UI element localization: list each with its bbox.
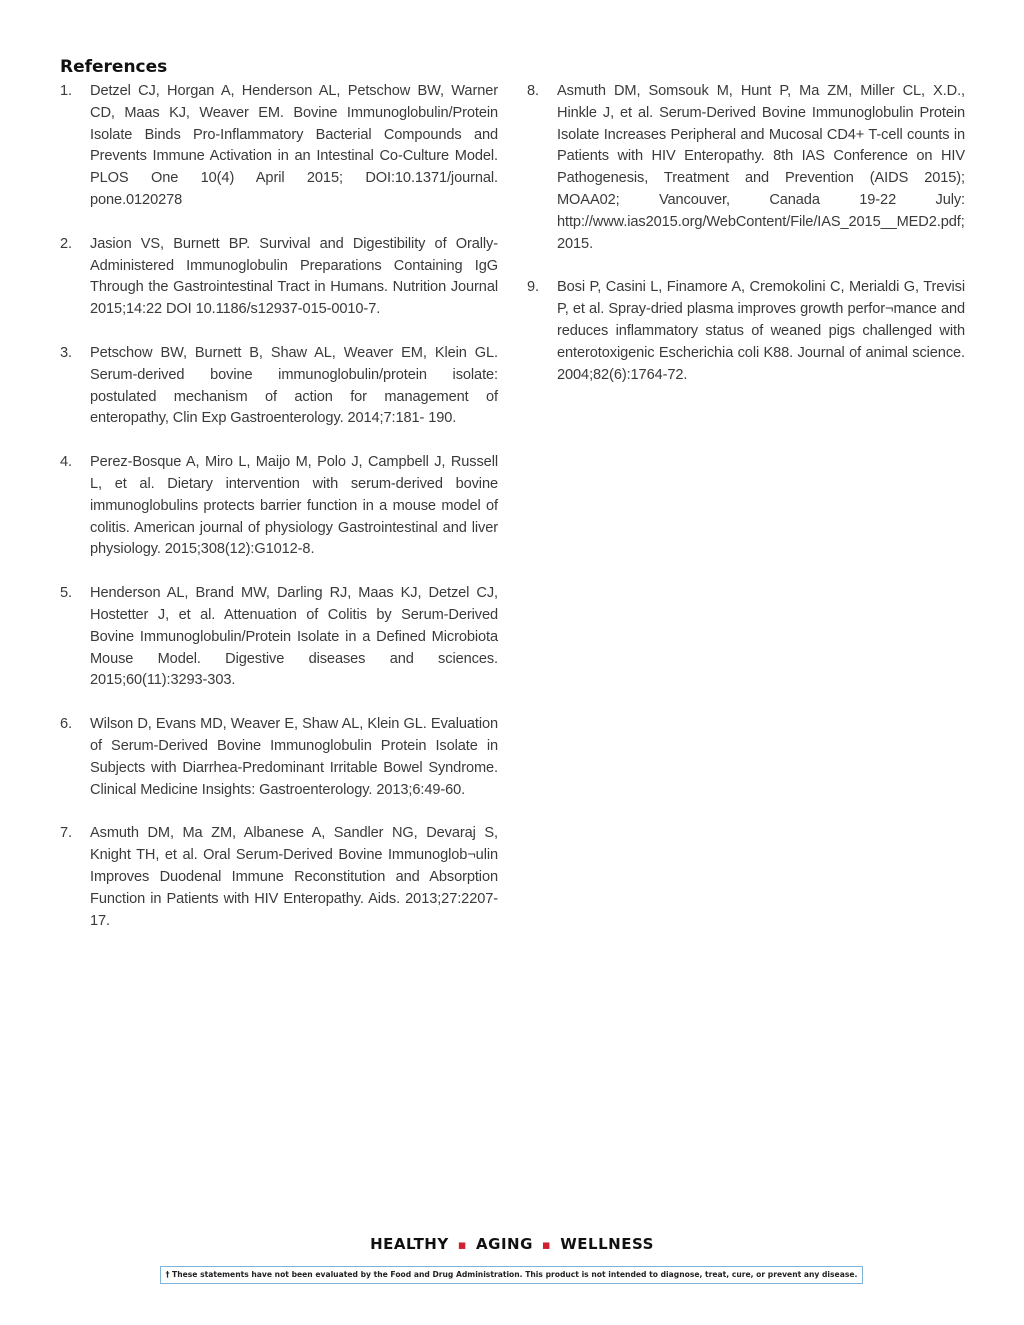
reference-text: Bosi P, Casini L, Finamore A, Cremokolini C, Merialdi G, Trevisi P, et al. Spray-dried plasma improves growth perfor¬mance and reduces inflammatory status of weaned pigs challenged with enterotoxigenic Escherichia coli K88. Journal of animal science. 2004;82(6):1764-72. — [557, 279, 965, 383]
reference-number: 8. — [527, 83, 539, 99]
tagline-word-wellness: WELLNESS — [560, 1235, 654, 1253]
references-list-left-column — [60, 81, 498, 954]
reference-item — [60, 452, 498, 561]
reference-text: Asmuth DM, Somsouk M, Hunt P, Ma ZM, Miller CL, X.D., Hinkle J, et al. Serum-Derived Bovine Immunoglobulin Protein Isolate Increases Peripheral and Mucosal CD4+ T-cell counts in Patients with HIV Enteropathy. 8th IAS Conference on HIV Pathogenesis, Treatment and Prevention (AIDS 2015); MOAA02; Vancouver, Canada 19-22 July: http://www.ias2015.org/WebContent/File/IAS_2015__MED2.pdf; 2015. — [557, 83, 965, 252]
fda-disclaimer: † These statements have not been evaluated by the Food and Drug Administration. This product is not intended to diagnose, treat, cure, or prevent any disease. — [160, 1266, 863, 1284]
tagline-separator: ▪ — [457, 1238, 468, 1253]
reference-item — [60, 714, 498, 801]
reference-item — [527, 277, 965, 386]
reference-number: 3. — [60, 344, 72, 361]
reference-number: 6. — [60, 716, 72, 733]
reference-text: Henderson AL, Brand MW, Darling RJ, Maas KJ, Detzel CJ, Hostetter J, et al. Attenuation of Colitis by Serum-Derived Bovine Immunoglobulin/Protein Isolate in a Defined Microbiota Mouse Model. Digestive diseases and sciences. 2015;60(11):3293-303. — [90, 585, 498, 689]
reference-item — [60, 234, 498, 321]
reference-text: Wilson D, Evans MD, Weaver E, Shaw AL, Klein GL. Evaluation of Serum-Derived Bovine Immunoglobulin Protein Isolate in Subjects with Diarrhea-Predominant Irritable Bowel Syndrome. Clinical Medicine Insights: Gastroenterology. 2013;6:49-60. — [90, 716, 498, 798]
reference-text: Asmuth DM, Ma ZM, Albanese A, Sandler NG, Devaraj S, Knight TH, et al. Oral Serum-Derived Bovine Immunoglob¬ulin Improves Duodenal Immune Reconstitution and Absorption Function in Patients with HIV Enteropathy. Aids. 2013;27:2207-17. — [90, 825, 498, 929]
reference-number: 4. — [60, 454, 72, 471]
reference-item — [60, 81, 498, 212]
reference-item — [60, 343, 498, 430]
reference-text: Perez-Bosque A, Miro L, Maijo M, Polo J, Campbell J, Russell L, et al. Dietary intervention with serum-derived bovine immunoglobulins protects barrier function in a mouse model of colitis. American journal of physiology Gastrointestinal and liver physiology. 2015;308(12):G1012-8. — [90, 454, 498, 558]
references-list-right-column — [527, 81, 965, 408]
reference-number: 2. — [60, 235, 72, 252]
tagline-word-aging: AGING — [476, 1235, 533, 1253]
references-heading: References — [60, 57, 168, 77]
reference-number: 1. — [60, 83, 72, 99]
reference-text: Petschow BW, Burnett B, Shaw AL, Weaver EM, Klein GL. Serum-derived bovine immunoglobulin/protein isolate: postulated mechanism of action for management of enteropathy, Clin Exp Gastroenterology. 2014;7:181- 190. — [90, 344, 498, 427]
reference-number: 5. — [60, 585, 72, 602]
reference-number: 7. — [60, 825, 72, 842]
reference-item — [60, 583, 498, 692]
footer-tagline — [0, 1235, 1024, 1253]
tagline-separator: ▪ — [541, 1238, 552, 1253]
reference-item — [527, 81, 965, 255]
reference-number: 9. — [527, 279, 539, 296]
reference-item — [60, 823, 498, 932]
reference-text: Jasion VS, Burnett BP. Survival and Digestibility of Orally-Administered Immunoglobulin Preparations Containing IgG Through the Gastrointestinal Tract in Humans. Nutrition Journal 2015;14:22 DOI 10.1186/s12937-015-0010-7. — [90, 235, 498, 318]
tagline-word-healthy: HEALTHY — [370, 1235, 449, 1253]
reference-text: Detzel CJ, Horgan A, Henderson AL, Petschow BW, Warner CD, Maas KJ, Weaver EM. Bovine Immunoglobulin/Protein Isolate Binds Pro-Inflammatory Bacterial Compounds and Prevents Immune Activation in an Intestinal Co-Culture Model. PLOS One 10(4) April 2015; DOI:10.1371/journal. pone.0120278 — [90, 83, 498, 208]
